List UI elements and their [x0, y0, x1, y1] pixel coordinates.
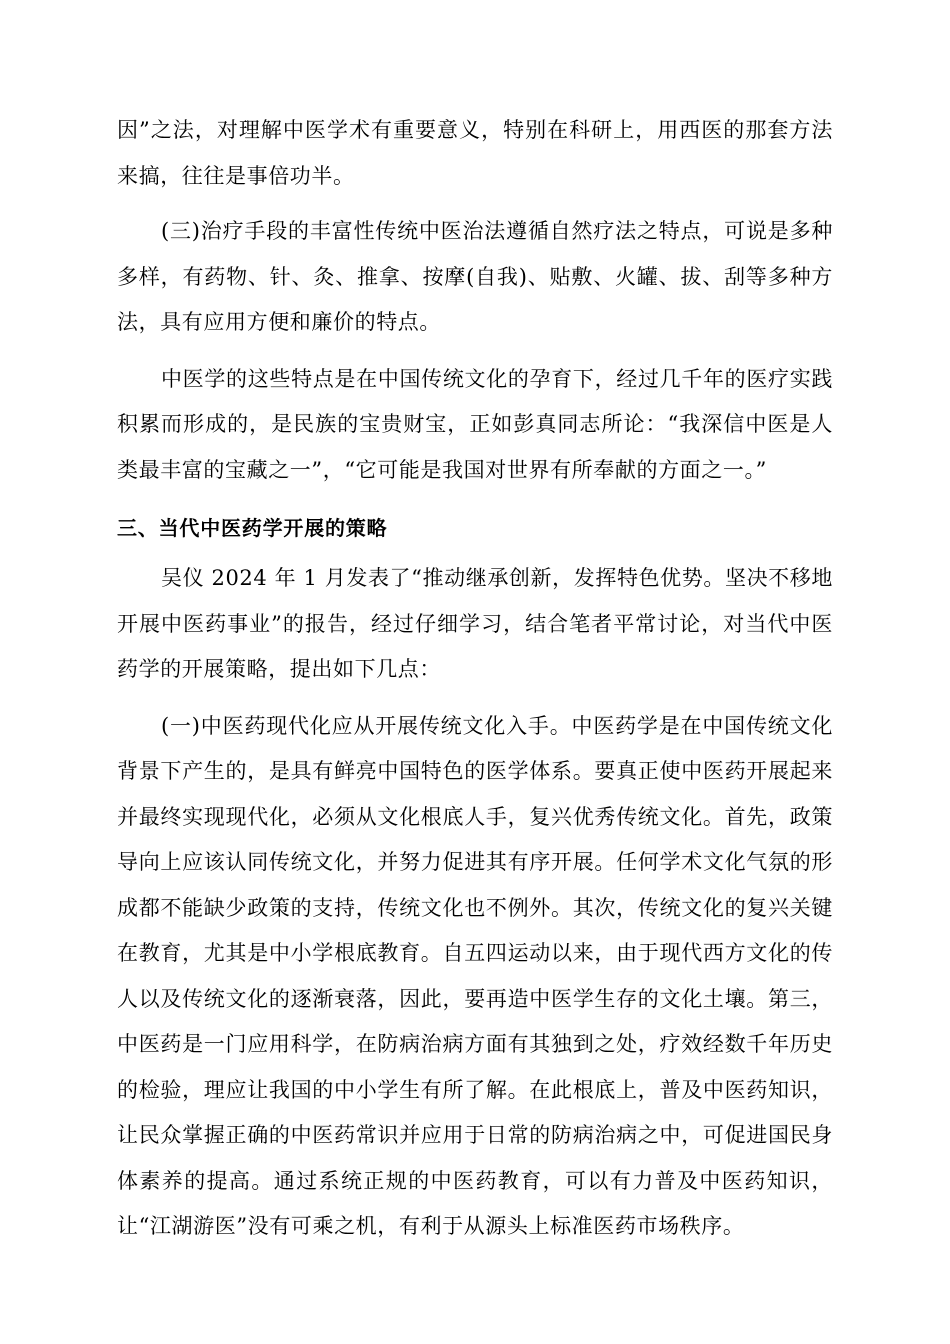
paragraph-continuation: 因”之法，对理解中医学术有重要意义，特别在科研上，用西医的那套方法来搞，往往是事倍功半。	[117, 118, 833, 188]
document-page	[117, 108, 833, 1250]
section-heading: 三、当代中医药学开展的策略	[117, 516, 388, 540]
paragraph-treatment-methods: (三)治疗手段的丰富性传统中医治法遵循自然疗法之特点，可说是多种多样，有药物、针、灸、推拿、按摩(自我)、贴敷、火罐、拔、刮等多种方法，具有应用方便和廉价的特点。	[117, 219, 833, 334]
paragraph-report-intro: 吴仪 2024 年 1 月发表了“推动继承创新，发挥特色优势。坚决不移地开展中医药事业”的报告，经过仔细学习，结合笔者平常讨论，对当代中医药学的开展策略，提出如下几点：	[117, 566, 833, 681]
paragraph-strategy-one: (一)中医药现代化应从开展传统文化入手。中医药学是在中国传统文化背景下产生的，是具有鲜亮中国特色的医学体系。要真正使中医药开展起来并最终实现现代化，必须从文化根底人手，复兴优秀传统文化。首先，政策导向上应该认同传统文化，并努力促进其有序开展。任何学术文化气氛的形成都不能缺少政策的支持，传统文化也不例外。其次，传统文化的复兴关键在教育，尤其是中小学根底教育。自五四运动以来，由于现代西方文化的传人以及传统文化的逐渐衰落，因此，要再造中医学生存的文化土壤。第三，中医药是一门应用科学，在防病治病方面有其独到之处，疗效经数千年历史的检验，理应让我国的中小学生有所了解。在此根底上，普及中医药知识，让民众掌握正确的中医药常识并应用于日常的防病治病之中，可促进国民身体素养的提高。通过系统正规的中医药教育，可以有力普及中医药知识，让“江湖游医”没有可乘之机，有利于从源头上标准医药市场秩序。	[117, 713, 833, 1238]
paragraph-tcm-characteristics: 中医学的这些特点是在中国传统文化的孕育下，经过几千年的医疗实践积累而形成的，是民族的宝贵财宝，正如彭真同志所论：“我深信中医是人类最丰富的宝藏之一”，“它可能是我国对世界有所奉献的方面之一。”	[117, 366, 833, 482]
